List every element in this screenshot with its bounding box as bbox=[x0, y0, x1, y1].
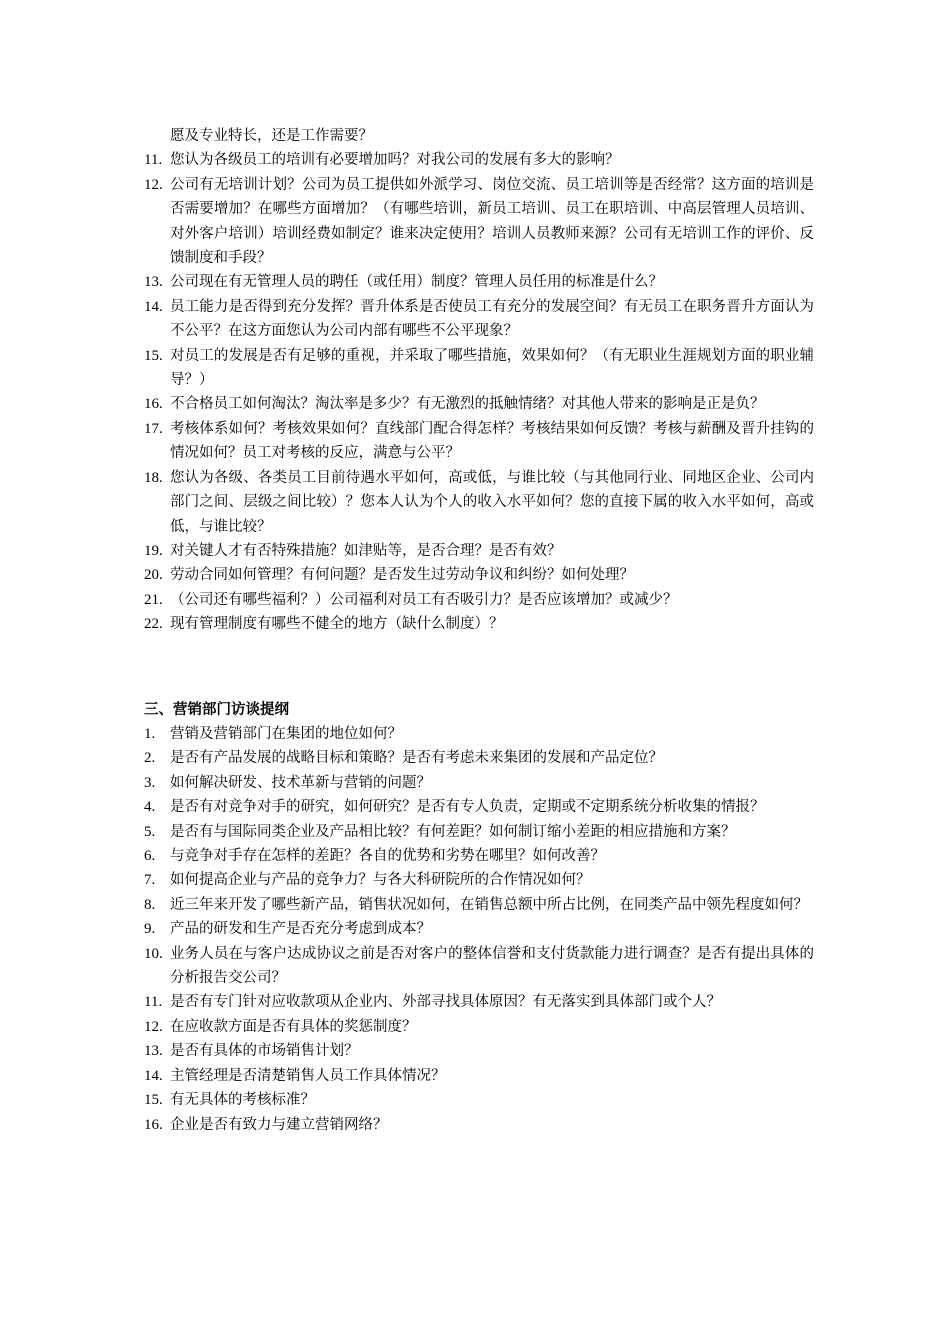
item-number: 1. bbox=[144, 726, 156, 742]
marketing-question-item bbox=[144, 1088, 814, 1112]
item-text: 公司现在有无管理人员的聘任（或任用）制度？管理人员任用的标准是什么？ bbox=[170, 274, 663, 291]
item-text: 劳动合同如何管理？有何问题？是否发生过劳动争议和纠纷？如何处理？ bbox=[170, 567, 634, 584]
item-text: 对员工的发展是否有足够的重视，并采取了哪些措施，效果如何？（有无职业生涯规划方面的职业辅导？） bbox=[170, 347, 814, 389]
marketing-question-item bbox=[144, 893, 814, 917]
hr-question-item bbox=[144, 173, 814, 271]
hr-question-item bbox=[144, 392, 814, 416]
hr-question-item bbox=[144, 539, 814, 563]
item-number: 19. bbox=[144, 542, 163, 559]
item-number: 11. bbox=[144, 994, 163, 1011]
item-number: 5. bbox=[144, 823, 156, 840]
section-title-marketing: 三、营销部门访谈提纲 bbox=[144, 701, 289, 718]
marketing-question-item bbox=[144, 722, 814, 746]
item-number: 11. bbox=[144, 152, 163, 169]
item-text: 不合格员工如何淘汰？淘汰率是多少？有无激烈的抵触情绪？对其他人带来的影响是正是负？ bbox=[170, 396, 765, 413]
hr-question-item bbox=[144, 295, 814, 344]
hr-question-item bbox=[144, 612, 814, 636]
item-text: 现有管理制度有哪些不健全的地方（缺什么制度）？ bbox=[170, 616, 504, 633]
item-number: 18. bbox=[144, 469, 163, 486]
item-number: 7. bbox=[144, 872, 156, 889]
item-text: 您认为各级、各类员工目前待遇水平如何，高或低，与谁比较（与其他同行业、同地区企业、公司内部门之间、层级之间比较）？您本人认为个人的收入水平如何？您的直接下属的收入水平如何，高或低，与谁比较？ bbox=[170, 469, 814, 535]
marketing-question-item bbox=[144, 1039, 814, 1063]
marketing-question-item bbox=[144, 844, 814, 868]
item-number: 13. bbox=[144, 1043, 163, 1060]
hr-question-item bbox=[144, 148, 814, 172]
item-number: 21. bbox=[144, 591, 163, 608]
item-number: 14. bbox=[144, 1067, 163, 1084]
item-number: 9. bbox=[144, 921, 156, 938]
item-text: 产品的研发和生产是否充分考虑到成本？ bbox=[170, 921, 431, 938]
marketing-question-list bbox=[144, 722, 814, 1137]
marketing-question-item bbox=[144, 795, 814, 819]
item-text: 是否有与国际同类企业及产品相比较？有何差距？如何制订缩小差距的相应措施和方案？ bbox=[170, 823, 736, 840]
item-number: 15. bbox=[144, 1092, 163, 1109]
item-text: （公司还有哪些福利？）公司福利对员工有否吸引力？是否应该增加？或减少？ bbox=[170, 591, 678, 608]
item-text: 营销及营销部门在集团的地位如何？ bbox=[170, 726, 402, 742]
item-number: 17. bbox=[144, 420, 163, 437]
item-text: 近三年来开发了哪些新产品，销售状况如何，在销售总额中所占比例，在同类产品中领先程度如何？ bbox=[170, 896, 808, 913]
hr-question-item bbox=[144, 344, 814, 393]
hr-question-list bbox=[144, 124, 814, 637]
item-number: 12. bbox=[144, 1018, 163, 1035]
item-number: 4. bbox=[144, 799, 156, 816]
item-number: 22. bbox=[144, 616, 163, 633]
item-number: 3. bbox=[144, 774, 156, 791]
item-text: 是否有对竞争对手的研究，如何研究？是否有专人负责，定期或不定期系统分析收集的情报？ bbox=[170, 799, 765, 816]
hr-question-item bbox=[144, 588, 814, 612]
marketing-question-item bbox=[144, 868, 814, 892]
item-text: 如何提高企业与产品的竞争力？与各大科研院所的合作情况如何？ bbox=[170, 872, 591, 889]
marketing-question-item bbox=[144, 771, 814, 795]
item-text: 在应收款方面是否有具体的奖惩制度？ bbox=[170, 1018, 417, 1035]
item-text: 对关键人才有否特殊措施？如津贴等，是否合理？是否有效？ bbox=[170, 542, 562, 559]
marketing-question-item bbox=[144, 820, 814, 844]
item-text: 企业是否有致力与建立营销网络？ bbox=[170, 1116, 388, 1133]
hr-question-item bbox=[144, 270, 814, 294]
hr-question-item bbox=[144, 563, 814, 587]
item-text: 考核体系如何？考核效果如何？直线部门配合得怎样？考核结果如何反馈？考核与薪酬及晋升挂钩的情况如何？员工对考核的反应，满意与公平？ bbox=[170, 420, 814, 462]
item-number: 2. bbox=[144, 750, 156, 767]
item-number: 14. bbox=[144, 298, 163, 315]
item-text: 您认为各级员工的培训有必要增加吗？对我公司的发展有多大的影响？ bbox=[170, 152, 620, 169]
item-text: 如何解决研发、技术革新与营销的问题？ bbox=[170, 774, 431, 791]
item-number: 8. bbox=[144, 896, 156, 913]
item-text: 业务人员在与客户达成协议之前是否对客户的整体信誉和支付货款能力进行调查？是否有提出具体的分析报告交公司？ bbox=[170, 945, 814, 987]
item-number: 6. bbox=[144, 848, 156, 865]
marketing-question-item bbox=[144, 990, 814, 1014]
item-number: 16. bbox=[144, 396, 163, 413]
item-number: 12. bbox=[144, 176, 163, 193]
marketing-question-item bbox=[144, 942, 814, 991]
item-number: 20. bbox=[144, 567, 163, 584]
item-text: 有无具体的考核标准？ bbox=[170, 1092, 315, 1109]
marketing-question-item bbox=[144, 1064, 814, 1088]
item-number: 10. bbox=[144, 945, 163, 962]
item-text: 公司有无培训计划？公司为员工提供如外派学习、岗位交流、员工培训等是否经常？这方面的培训是否需要增加？在哪些方面增加？（有哪些培训，新员工培训、员工在职培训、中高层管理人员培训、对外客户培训）培训经费如制定？谁来决定使用？培训人员教师来源？公司有无培训工作的评价、反馈制度和手段？ bbox=[170, 176, 814, 267]
item-number: 13. bbox=[144, 274, 163, 291]
hr-question-item bbox=[144, 417, 814, 466]
continuation-line: 愿及专业特长，还是工作需要？ bbox=[170, 128, 373, 144]
item-number: 16. bbox=[144, 1116, 163, 1133]
hr-question-item bbox=[144, 466, 814, 539]
marketing-question-item bbox=[144, 1015, 814, 1039]
marketing-question-item bbox=[144, 746, 814, 770]
item-text: 是否有专门针对应收款项从企业内、外部寻找具体原因？有无落实到具体部门或个人？ bbox=[170, 994, 721, 1011]
item-text: 是否有产品发展的战略目标和策略？是否有考虑未来集团的发展和产品定位？ bbox=[170, 750, 663, 767]
item-text: 是否有具体的市场销售计划？ bbox=[170, 1043, 359, 1060]
item-text: 员工能力是否得到充分发挥？晋升体系是否使员工有充分的发展空间？有无员工在职务晋升方面认为不公平？在这方面您认为公司内部有哪些不公平现象？ bbox=[170, 298, 814, 340]
item-text: 主管经理是否清楚销售人员工作具体情况？ bbox=[170, 1067, 446, 1084]
item-number: 15. bbox=[144, 347, 163, 364]
marketing-question-item bbox=[144, 917, 814, 941]
marketing-question-item bbox=[144, 1113, 814, 1137]
item-text: 与竞争对手存在怎样的差距？各自的优势和劣势在哪里？如何改善？ bbox=[170, 848, 605, 865]
